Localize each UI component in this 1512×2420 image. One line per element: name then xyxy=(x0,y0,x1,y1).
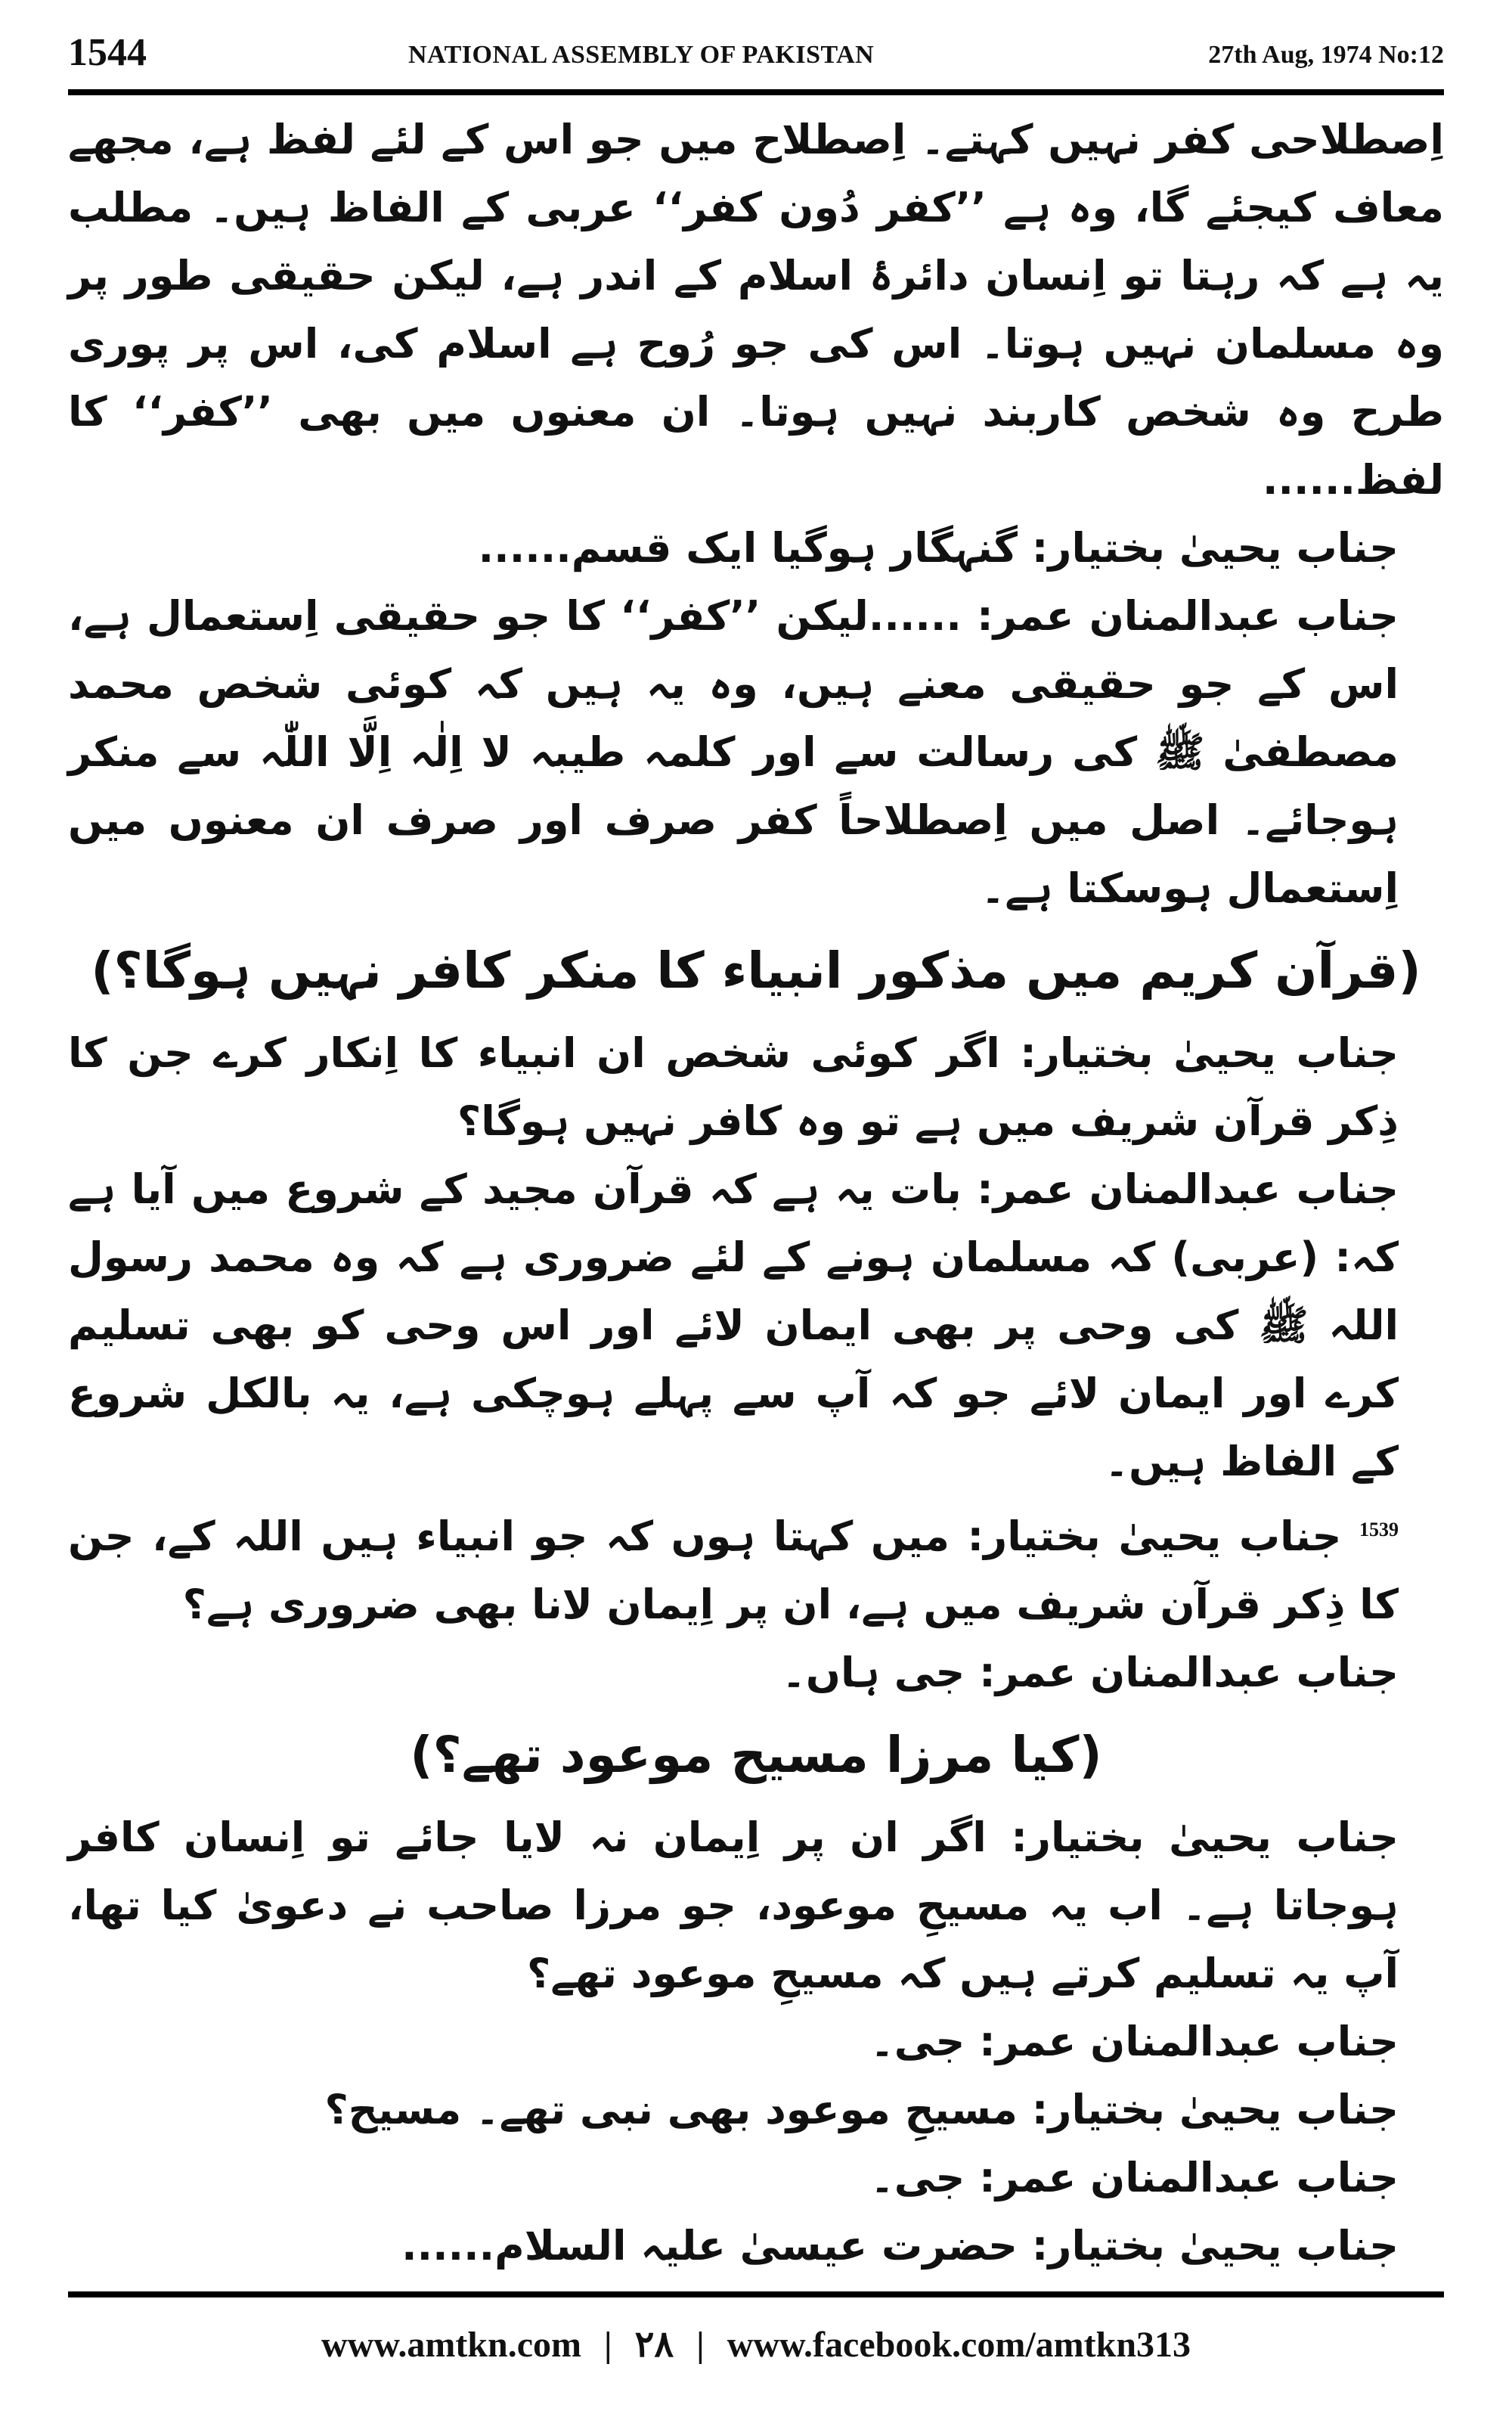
speaker-name: جناب عبدالمنان عمر: xyxy=(977,1165,1399,1213)
speaker-name: جناب عبدالمنان عمر: xyxy=(979,1649,1399,1696)
header-date: 27th Aug, 1974 No:12 xyxy=(1208,41,1444,69)
speech-text: ......لیکن ’’کفر‘‘ کا جو حقیقی اِستعمال ہے، اس کے جو حقیقی معنے ہیں، وہ یہ ہیں کہ کوئی شخص محمد مصطفیٰ ﷺ کی رسالت سے اور کلمہ طیبہ لا اِلٰہ اِلَّا اللّٰہ سے منکر ہوجائے۔ اصل میں اِصطلاحاً کفر صرف اور صرف ان معنوں میں اِستعمال ہوسکتا ہے۔ xyxy=(68,592,1399,912)
dialogue-line xyxy=(68,2212,1444,2280)
speech-text: حضرت عیسیٰ علیہ السلام...... xyxy=(401,2222,1018,2270)
section-heading: (قرآن کریم میں مذکور انبیاء کا منکر کافر نہیں ہوگا؟) xyxy=(91,942,1421,1000)
website-link[interactable]: www.amtkn.com xyxy=(321,2324,581,2365)
page-header xyxy=(68,30,1444,83)
page-footer xyxy=(68,2314,1444,2375)
header-rule xyxy=(68,89,1444,95)
footer-separator: | xyxy=(603,2324,612,2365)
footnote-marker: 1539 xyxy=(1359,1519,1399,1540)
speech-text: گنہگار ہوگیا ایک قسم...... xyxy=(478,524,1018,572)
speaker-name: جناب عبدالمنان عمر: xyxy=(979,2154,1399,2201)
speaker-name: جناب یحییٰ بختیار: xyxy=(1031,2222,1399,2270)
dialogue-line xyxy=(68,1156,1444,1496)
document-body xyxy=(68,106,1444,2276)
speaker-name: جناب عبدالمنان عمر: xyxy=(979,2018,1399,2065)
speech-text: جی۔ xyxy=(870,2018,965,2065)
dialogue-line xyxy=(68,1019,1444,1156)
dialogue-line xyxy=(68,2076,1444,2144)
dialogue-line xyxy=(68,1804,1444,2008)
section-heading: (کیا مرزا مسیح موعود تھے؟) xyxy=(410,1726,1102,1784)
speech-text: اگر کوئی شخص ان انبیاء کا اِنکار کرے جن کا ذِکر قرآن شریف میں ہے تو وہ کافر نہیں ہوگا؟ xyxy=(68,1029,1399,1145)
page-number: 1544 xyxy=(68,31,147,74)
speech-text: جی ہاں۔ xyxy=(782,1649,965,1696)
speaker-name: جناب یحییٰ بختیار: xyxy=(1031,524,1399,572)
footer-rule xyxy=(68,2291,1444,2297)
speaker-name: جناب عبدالمنان عمر: xyxy=(977,592,1399,640)
paragraph: اِصطلاحی کفر نہیں کہتے۔ اِصطلاح میں جو اس کے لئے لفظ ہے، مجھے معاف کیجئے گا، وہ ہے ’’کفر دُون کفر‘‘ عربی کے الفاظ ہیں۔ مطلب یہ ہے کہ رہتا تو اِنسان دائرۂ اسلام کے اندر ہے، لیکن حقیقی طور پر وہ مسلمان نہیں ہوتا۔ اس کی جو رُوح ہے اسلام کی، اس پر پوری طرح وہ شخص کاربند نہیں ہوتا۔ ان معنوں میں بھی ’’کفر‘‘ کا لفظ...... xyxy=(68,116,1444,504)
speaker-name: جناب یحییٰ بختیار: xyxy=(967,1512,1342,1560)
speaker-name: جناب یحییٰ بختیار: xyxy=(1011,1813,1399,1861)
header-title: NATIONAL ASSEMBLY OF PAKISTAN xyxy=(408,41,875,69)
speaker-name: جناب یحییٰ بختیار: xyxy=(1031,2086,1399,2133)
facebook-link[interactable]: www.facebook.com/amtkn313 xyxy=(727,2324,1191,2365)
speech-text: اگر ان پر اِیمان نہ لایا جائے تو اِنسان کافر ہوجاتا ہے۔ اب یہ مسیحِ موعود، جو مرزا صاحب نے دعویٰ کیا تھا، آپ یہ تسلیم کرتے ہیں کہ مسیحِ موعود تھے؟ xyxy=(68,1813,1399,1997)
dialogue-line xyxy=(68,1639,1444,1707)
speech-text: میں کہتا ہوں کہ جو انبیاء ہیں اللہ کے، جن کا ذِکر قرآن شریف میں ہے، ان پر اِیمان لانا بھی ضروری ہے؟ xyxy=(68,1512,1399,1628)
speech-text: مسیحِ موعود بھی نبی تھے۔ مسیح؟ xyxy=(324,2086,1018,2133)
speech-text: جی۔ xyxy=(870,2154,965,2201)
dialogue-line xyxy=(68,514,1444,582)
speaker-name: جناب یحییٰ بختیار: xyxy=(1020,1029,1399,1077)
footer-page-marker: ۲۸ xyxy=(634,2325,674,2365)
dialogue-line xyxy=(68,2144,1444,2212)
dialogue-line xyxy=(68,582,1444,923)
dialogue-line xyxy=(68,1496,1444,1639)
dialogue-line xyxy=(68,2008,1444,2076)
speech-text: بات یہ ہے کہ قرآن مجید کے شروع میں آیا ہے کہ: (عربی) کہ مسلمان ہونے کے لئے ضروری ہے کہ وہ محمد رسول اللہ ﷺ کی وحی پر بھی ایمان لائے اور اس وحی کو بھی تسلیم کرے اور ایمان لائے جو کہ آپ سے پہلے ہوچکی ہے، یہ بالکل شروع کے الفاظ ہیں۔ xyxy=(68,1165,1399,1485)
footer-separator: | xyxy=(696,2324,705,2365)
